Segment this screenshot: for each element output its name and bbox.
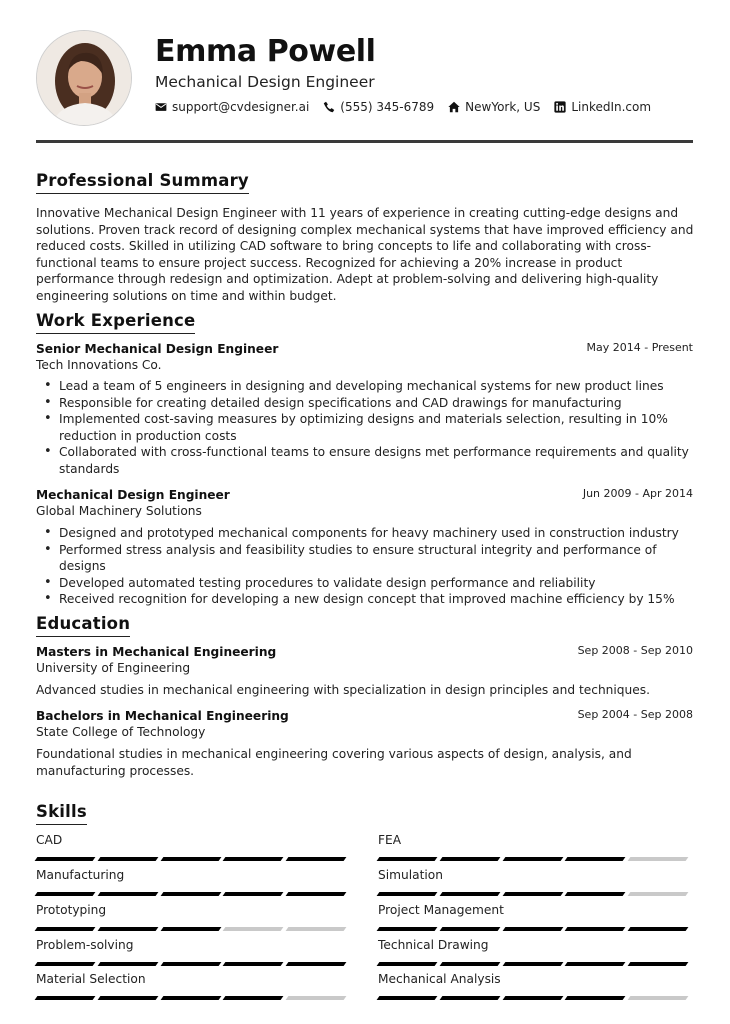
- profile-photo-icon: [37, 31, 132, 126]
- job-bullets: [44, 378, 694, 478]
- skill-level-segment-filled: [502, 927, 563, 931]
- skill-label: FEA: [378, 833, 402, 847]
- job-dates: Jun 2009 - Apr 2014: [582, 487, 693, 500]
- location-text: NewYork, US: [465, 100, 541, 114]
- bullet-item: • Developed automated testing procedures to validate design performance and reliability: [44, 575, 694, 592]
- skill-level-segment-filled: [439, 857, 500, 861]
- skill-level-segment-filled: [628, 927, 689, 931]
- bullet-item: • Performed stress analysis and feasibility studies to ensure structural integrity and performance of designs: [44, 542, 694, 575]
- skill-level-segment-filled: [97, 962, 158, 966]
- skill-level-segment-empty: [223, 927, 284, 931]
- skill-item: [36, 937, 350, 966]
- contact-phone[interactable]: [323, 100, 434, 114]
- job-bullets: [44, 525, 694, 608]
- skill-level-segment-filled: [35, 892, 96, 896]
- summary-text: Innovative Mechanical Design Engineer with 11 years of experience in creating cutting-edge designs and solutions. Proven track record of designing complex mechanical systems that have improved efficiency and reduced costs. Skilled in utilizing CAD software to bring concepts to life and collaborating with cross-functional teams to ensure project success. Recognized for achieving a 20% increase in product performance through redesign and optimization. Adept at problem-solving and delivering high-quality engineering solutions on time and within budget.: [36, 206, 694, 303]
- bullet-item: • Collaborated with cross-functional teams to ensure designs met performance requirements and quality standards: [44, 444, 694, 477]
- skill-level-segment-filled: [628, 962, 689, 966]
- skill-level-segment-empty: [628, 892, 689, 896]
- skill-level-segment-filled: [160, 857, 221, 861]
- envelope-icon: [155, 101, 167, 113]
- skill-level-segment-filled: [439, 996, 500, 1000]
- skill-level-meter: [36, 857, 350, 861]
- bullet-item: • Designed and prototyped mechanical components for heavy machinery used in construction industry: [44, 525, 694, 542]
- skill-label: Material Selection: [36, 972, 146, 986]
- skill-item: [378, 867, 692, 896]
- skill-level-segment-filled: [565, 857, 626, 861]
- phone-icon: [323, 101, 335, 113]
- skill-item: [36, 902, 350, 931]
- skill-level-segment-filled: [377, 927, 438, 931]
- skill-level-segment-filled: [377, 857, 438, 861]
- skill-label: Technical Drawing: [378, 938, 489, 952]
- skill-level-segment-filled: [502, 996, 563, 1000]
- skill-level-segment-empty: [286, 927, 347, 931]
- degree-dates: Sep 2008 - Sep 2010: [577, 644, 693, 657]
- skill-level-meter: [36, 996, 350, 1000]
- degree-title: Masters in Mechanical Engineering: [36, 645, 277, 659]
- skill-level-segment-filled: [223, 962, 284, 966]
- degree-description: Advanced studies in mechanical engineering with specialization in design principles and techniques.: [36, 683, 650, 697]
- skill-level-meter: [36, 892, 350, 896]
- skill-item: [378, 902, 692, 931]
- skill-level-segment-filled: [286, 962, 347, 966]
- skill-level-segment-filled: [35, 857, 96, 861]
- skill-level-segment-filled: [35, 927, 96, 931]
- candidate-title: Mechanical Design Engineer: [155, 73, 375, 91]
- skill-level-segment-filled: [502, 962, 563, 966]
- email-text: support@cvdesigner.ai: [172, 100, 310, 114]
- skill-level-segment-filled: [223, 857, 284, 861]
- job-title: Senior Mechanical Design Engineer: [36, 342, 279, 356]
- skill-level-segment-filled: [35, 996, 96, 1000]
- degree-description: Foundational studies in mechanical engineering covering various aspects of design, analysis, and manufacturing processes.: [36, 747, 632, 778]
- experience-heading: Work Experience: [36, 311, 195, 334]
- skill-level-segment-filled: [97, 927, 158, 931]
- contact-linkedin[interactable]: [554, 100, 651, 114]
- header-divider: [36, 140, 693, 143]
- contact-list: [155, 100, 665, 114]
- skill-level-meter: [36, 927, 350, 931]
- skill-level-segment-filled: [160, 892, 221, 896]
- skill-level-segment-filled: [223, 996, 284, 1000]
- skill-level-segment-filled: [377, 892, 438, 896]
- skill-level-segment-filled: [439, 892, 500, 896]
- skill-label: Simulation: [378, 868, 443, 882]
- skill-level-segment-filled: [160, 962, 221, 966]
- skill-level-segment-filled: [160, 996, 221, 1000]
- linkedin-icon: [554, 101, 566, 113]
- skill-level-segment-filled: [160, 927, 221, 931]
- skill-label: Manufacturing: [36, 868, 125, 882]
- skill-label: CAD: [36, 833, 63, 847]
- job-title: Mechanical Design Engineer: [36, 488, 230, 502]
- avatar: [36, 30, 132, 126]
- skill-level-segment-filled: [377, 996, 438, 1000]
- skill-level-segment-filled: [502, 892, 563, 896]
- skill-label: Mechanical Analysis: [378, 972, 501, 986]
- skill-level-segment-filled: [97, 857, 158, 861]
- bullet-item: • Responsible for creating detailed design specifications and CAD drawings for manufacturing: [44, 395, 694, 412]
- summary-heading: Professional Summary: [36, 171, 249, 194]
- skill-level-segment-filled: [223, 892, 284, 896]
- skill-level-segment-filled: [565, 962, 626, 966]
- skill-level-segment-filled: [439, 927, 500, 931]
- skill-label: Problem-solving: [36, 938, 134, 952]
- skill-level-segment-filled: [35, 962, 96, 966]
- resume-header: [36, 28, 693, 126]
- bullet-item: • Implemented cost-saving measures by optimizing designs and materials selection, resulting in 10% reduction in production costs: [44, 411, 694, 444]
- job-dates: May 2014 - Present: [586, 341, 693, 354]
- skill-level-segment-filled: [286, 857, 347, 861]
- skill-level-meter: [378, 996, 692, 1000]
- candidate-name: Emma Powell: [155, 34, 376, 69]
- contact-location: [448, 100, 540, 114]
- skill-item: [378, 937, 692, 966]
- bullet-item: • Lead a team of 5 engineers in designing and developing mechanical systems for new product lines: [44, 378, 694, 395]
- home-icon: [448, 101, 460, 113]
- skill-level-segment-filled: [565, 892, 626, 896]
- school-name: State College of Technology: [36, 725, 206, 739]
- skill-level-segment-filled: [97, 892, 158, 896]
- skill-level-segment-filled: [565, 996, 626, 1000]
- school-name: University of Engineering: [36, 661, 191, 675]
- skill-level-segment-filled: [286, 892, 347, 896]
- skill-level-meter: [378, 857, 692, 861]
- skill-level-meter: [378, 892, 692, 896]
- skill-label: Prototyping: [36, 903, 107, 917]
- skill-level-segment-empty: [286, 996, 347, 1000]
- skill-level-segment-filled: [377, 962, 438, 966]
- skill-level-meter: [36, 962, 350, 966]
- contact-email[interactable]: [155, 100, 309, 114]
- skill-item: [36, 867, 350, 896]
- skill-level-segment-filled: [565, 927, 626, 931]
- skill-item: [36, 832, 350, 861]
- skill-item: [378, 832, 692, 861]
- skill-label: Project Management: [378, 903, 504, 917]
- degree-title: Bachelors in Mechanical Engineering: [36, 709, 289, 723]
- skill-level-segment-filled: [439, 962, 500, 966]
- skill-level-meter: [378, 927, 692, 931]
- skill-level-meter: [378, 962, 692, 966]
- job-company: Global Machinery Solutions: [36, 504, 202, 518]
- skill-level-segment-empty: [628, 857, 689, 861]
- degree-dates: Sep 2004 - Sep 2008: [577, 708, 693, 721]
- skill-level-segment-filled: [97, 996, 158, 1000]
- linkedin-text: LinkedIn.com: [571, 100, 652, 114]
- skill-level-segment-filled: [502, 857, 563, 861]
- education-heading: Education: [36, 614, 130, 637]
- phone-text: (555) 345-6789: [340, 100, 435, 114]
- bullet-item: • Received recognition for developing a new design concept that improved machine efficiency by 15%: [44, 591, 694, 608]
- job-company: Tech Innovations Co.: [36, 358, 162, 372]
- skill-item: [36, 971, 350, 1000]
- skills-heading: Skills: [36, 802, 87, 825]
- skill-level-segment-empty: [628, 996, 689, 1000]
- skill-item: [378, 971, 692, 1000]
